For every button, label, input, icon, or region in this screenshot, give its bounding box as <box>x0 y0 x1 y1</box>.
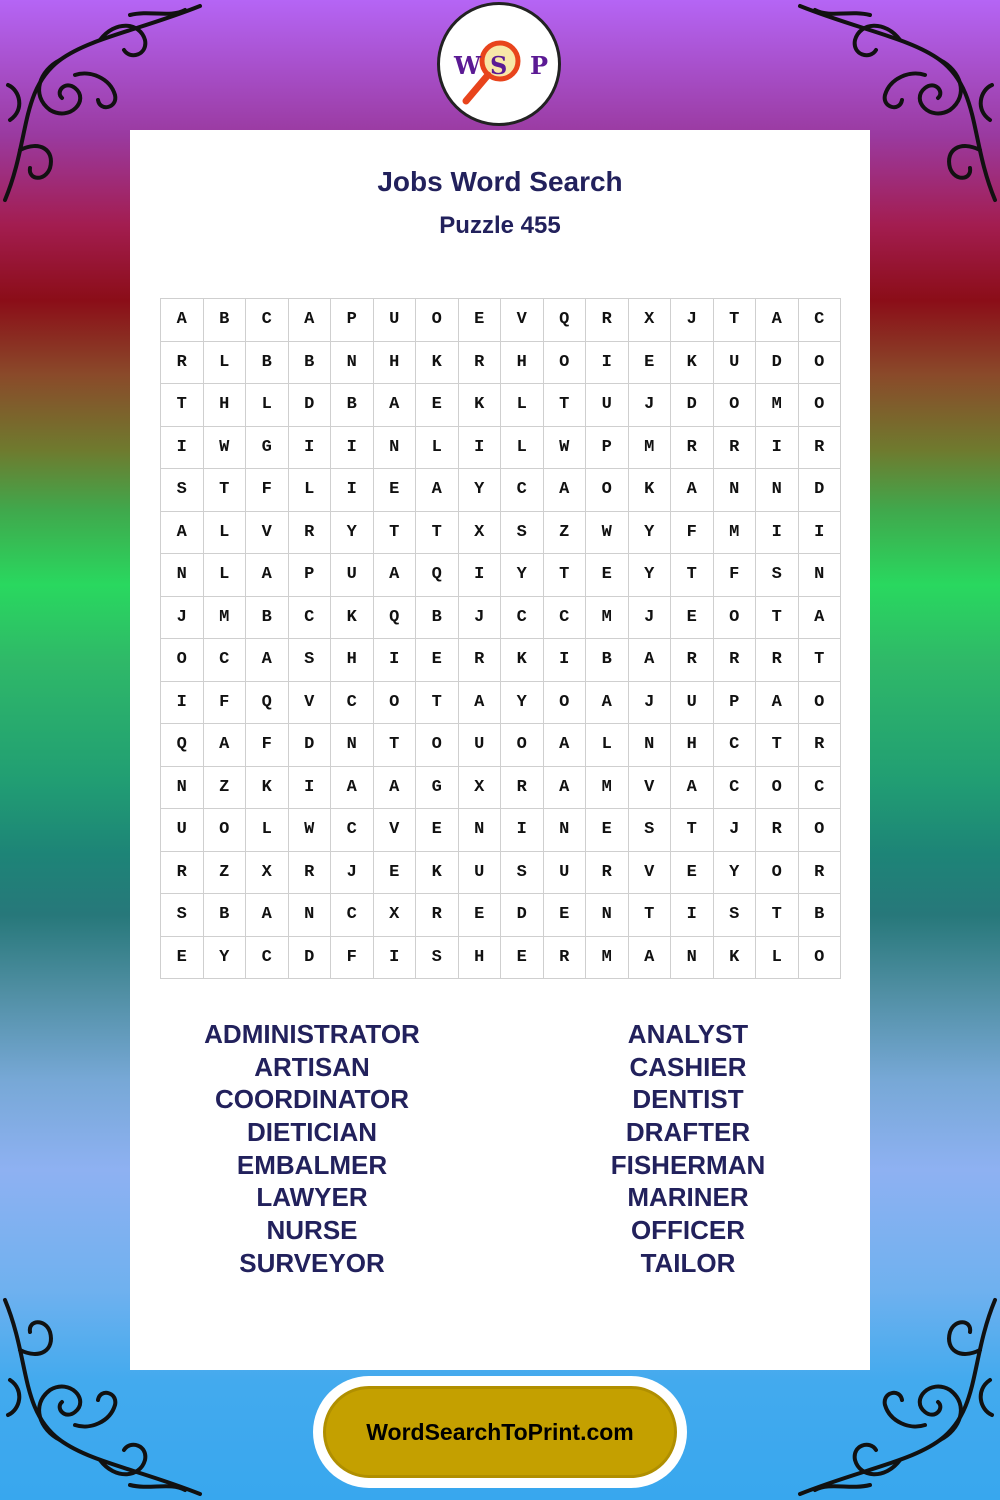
grid-cell[interactable]: E <box>544 894 587 937</box>
grid-cell[interactable]: N <box>544 809 587 852</box>
grid-cell[interactable]: C <box>501 597 544 640</box>
grid-cell[interactable]: G <box>246 427 289 470</box>
grid-cell[interactable]: A <box>629 639 672 682</box>
grid-cell[interactable]: T <box>416 512 459 555</box>
site-link-button[interactable] <box>323 1386 677 1478</box>
grid-cell[interactable]: A <box>416 469 459 512</box>
grid-cell[interactable]: N <box>799 554 842 597</box>
grid-cell[interactable]: E <box>374 469 417 512</box>
grid-cell[interactable]: T <box>756 894 799 937</box>
grid-cell[interactable]: K <box>331 597 374 640</box>
grid-cell[interactable]: O <box>714 384 757 427</box>
grid-cell[interactable]: L <box>204 512 247 555</box>
grid-cell[interactable]: H <box>374 342 417 385</box>
grid-cell[interactable]: S <box>416 937 459 980</box>
grid-cell[interactable]: N <box>161 554 204 597</box>
grid-cell[interactable]: Q <box>544 299 587 342</box>
grid-cell[interactable]: B <box>204 894 247 937</box>
grid-cell[interactable]: E <box>416 809 459 852</box>
grid-cell[interactable]: T <box>161 384 204 427</box>
puzzle-number: Puzzle 455 <box>439 212 561 239</box>
grid-cell[interactable]: S <box>714 894 757 937</box>
word-list-item: DENTIST <box>632 1084 744 1115</box>
grid-cell[interactable]: C <box>714 724 757 767</box>
grid-cell[interactable]: D <box>289 937 332 980</box>
grid-cell[interactable]: X <box>374 894 417 937</box>
grid-cell[interactable]: R <box>416 894 459 937</box>
grid-cell[interactable]: U <box>374 299 417 342</box>
grid-cell[interactable]: L <box>586 724 629 767</box>
grid-cell[interactable]: B <box>799 894 842 937</box>
grid-cell[interactable]: O <box>799 682 842 725</box>
grid-cell[interactable]: B <box>204 299 247 342</box>
grid-cell[interactable]: N <box>289 894 332 937</box>
grid-cell[interactable]: O <box>544 342 587 385</box>
grid-cell[interactable]: D <box>289 724 332 767</box>
grid-cell[interactable]: A <box>161 512 204 555</box>
grid-cell[interactable]: G <box>416 767 459 810</box>
grid-cell[interactable]: X <box>459 512 502 555</box>
grid-cell[interactable]: R <box>289 852 332 895</box>
word-list-item: MARINER <box>627 1182 749 1213</box>
grid-cell[interactable]: P <box>289 554 332 597</box>
grid-cell[interactable]: A <box>459 682 502 725</box>
grid-cell[interactable]: R <box>459 342 502 385</box>
grid-cell[interactable]: W <box>289 809 332 852</box>
word-list-item: COORDINATOR <box>214 1084 410 1115</box>
grid-cell[interactable]: T <box>374 724 417 767</box>
grid-cell[interactable]: R <box>586 852 629 895</box>
grid-cell[interactable]: N <box>161 767 204 810</box>
grid-cell[interactable]: S <box>629 809 672 852</box>
grid-cell[interactable]: C <box>204 639 247 682</box>
grid-cell[interactable]: O <box>374 682 417 725</box>
grid-cell[interactable]: O <box>799 384 842 427</box>
grid-cell[interactable]: I <box>289 427 332 470</box>
word-list-item: DRAFTER <box>625 1117 751 1148</box>
grid-cell[interactable]: O <box>714 597 757 640</box>
grid-cell[interactable]: I <box>459 554 502 597</box>
grid-cell[interactable]: I <box>459 427 502 470</box>
grid-cell[interactable]: Y <box>204 937 247 980</box>
word-list-item: DIETICIAN <box>247 1117 377 1148</box>
grid-cell[interactable]: U <box>459 724 502 767</box>
grid-cell[interactable]: L <box>501 384 544 427</box>
grid-cell[interactable]: U <box>544 852 587 895</box>
grid-cell[interactable]: F <box>671 512 714 555</box>
grid-cell[interactable]: C <box>331 809 374 852</box>
grid-cell[interactable]: A <box>204 724 247 767</box>
grid-cell[interactable]: E <box>416 639 459 682</box>
grid-cell[interactable]: E <box>459 299 502 342</box>
logo-letter-s: S <box>490 51 508 80</box>
grid-cell[interactable]: Y <box>714 852 757 895</box>
grid-cell[interactable]: K <box>416 852 459 895</box>
grid-cell[interactable]: D <box>756 342 799 385</box>
grid-cell[interactable]: T <box>756 597 799 640</box>
grid-cell[interactable]: U <box>671 682 714 725</box>
grid-cell[interactable]: K <box>459 384 502 427</box>
grid-cell[interactable]: A <box>671 469 714 512</box>
grid-cell[interactable]: J <box>629 597 672 640</box>
grid-cell[interactable]: D <box>671 384 714 427</box>
grid-cell[interactable]: O <box>416 299 459 342</box>
grid-cell[interactable]: M <box>586 937 629 980</box>
grid-cell[interactable]: H <box>671 724 714 767</box>
grid-cell[interactable]: T <box>629 894 672 937</box>
grid-cell[interactable]: E <box>671 852 714 895</box>
grid-cell[interactable]: N <box>671 937 714 980</box>
grid-cell[interactable]: P <box>714 682 757 725</box>
grid-cell[interactable]: S <box>501 512 544 555</box>
grid-cell[interactable]: U <box>161 809 204 852</box>
grid-cell[interactable]: N <box>714 469 757 512</box>
grid-cell[interactable]: J <box>629 384 672 427</box>
grid-cell[interactable]: O <box>544 682 587 725</box>
grid-cell[interactable]: O <box>416 724 459 767</box>
grid-cell[interactable]: K <box>714 937 757 980</box>
grid-cell[interactable]: A <box>374 554 417 597</box>
site-link-label: WordSearchToPrint.com <box>366 1418 634 1445</box>
grid-cell[interactable]: E <box>459 894 502 937</box>
grid-cell[interactable]: R <box>161 342 204 385</box>
grid-cell[interactable]: F <box>246 724 289 767</box>
grid-cell[interactable]: O <box>799 809 842 852</box>
grid-cell[interactable]: L <box>756 937 799 980</box>
grid-cell[interactable]: O <box>501 724 544 767</box>
grid-cell[interactable]: K <box>629 469 672 512</box>
grid-cell[interactable]: B <box>331 384 374 427</box>
grid-cell[interactable]: U <box>586 384 629 427</box>
grid-cell[interactable]: L <box>246 384 289 427</box>
grid-cell[interactable]: V <box>629 767 672 810</box>
grid-cell[interactable]: N <box>331 342 374 385</box>
grid-cell[interactable]: N <box>331 724 374 767</box>
grid-cell[interactable]: A <box>544 767 587 810</box>
grid-cell[interactable]: T <box>671 809 714 852</box>
grid-cell[interactable]: K <box>246 767 289 810</box>
grid-cell[interactable]: C <box>714 767 757 810</box>
grid-cell[interactable]: C <box>544 597 587 640</box>
grid-cell[interactable]: A <box>161 299 204 342</box>
grid-cell[interactable]: D <box>289 384 332 427</box>
grid-cell[interactable]: T <box>544 554 587 597</box>
grid-cell[interactable]: H <box>501 342 544 385</box>
letter-grid <box>160 298 841 979</box>
word-list-item: NURSE <box>266 1215 358 1246</box>
grid-cell[interactable]: D <box>501 894 544 937</box>
grid-cell[interactable]: X <box>246 852 289 895</box>
grid-cell[interactable]: V <box>501 299 544 342</box>
grid-cell[interactable]: B <box>246 597 289 640</box>
grid-cell[interactable]: Z <box>204 852 247 895</box>
grid-cell[interactable]: E <box>374 852 417 895</box>
grid-cell[interactable]: K <box>501 639 544 682</box>
grid-cell[interactable]: R <box>671 639 714 682</box>
grid-cell[interactable]: S <box>161 894 204 937</box>
grid-cell[interactable]: Z <box>204 767 247 810</box>
grid-cell[interactable]: A <box>544 724 587 767</box>
grid-cell[interactable]: F <box>204 682 247 725</box>
grid-cell[interactable]: I <box>289 767 332 810</box>
grid-cell[interactable]: I <box>161 427 204 470</box>
grid-cell[interactable]: A <box>756 299 799 342</box>
grid-cell[interactable]: V <box>289 682 332 725</box>
grid-cell[interactable]: O <box>586 469 629 512</box>
grid-cell[interactable]: I <box>501 809 544 852</box>
grid-cell[interactable]: R <box>289 512 332 555</box>
grid-cell[interactable]: S <box>501 852 544 895</box>
grid-cell[interactable]: H <box>204 384 247 427</box>
grid-cell[interactable]: Q <box>416 554 459 597</box>
grid-cell[interactable]: L <box>289 469 332 512</box>
grid-cell[interactable]: W <box>204 427 247 470</box>
grid-cell[interactable]: A <box>331 767 374 810</box>
grid-cell[interactable]: V <box>246 512 289 555</box>
grid-cell[interactable]: A <box>799 597 842 640</box>
grid-cell[interactable]: R <box>544 937 587 980</box>
grid-cell[interactable]: R <box>714 427 757 470</box>
grid-cell[interactable]: B <box>289 342 332 385</box>
word-list-item: SURVEYOR <box>239 1247 385 1278</box>
grid-cell[interactable]: I <box>756 427 799 470</box>
grid-cell[interactable]: Q <box>246 682 289 725</box>
logo-letter-w: W <box>454 51 481 80</box>
grid-cell[interactable]: N <box>629 724 672 767</box>
grid-cell[interactable]: M <box>714 512 757 555</box>
grid-cell[interactable]: K <box>671 342 714 385</box>
grid-cell[interactable]: I <box>331 427 374 470</box>
puzzle-title: Jobs Word Search <box>377 166 623 197</box>
grid-cell[interactable]: J <box>714 809 757 852</box>
grid-cell[interactable]: M <box>586 597 629 640</box>
grid-cell[interactable]: A <box>246 639 289 682</box>
grid-cell[interactable]: J <box>459 597 502 640</box>
grid-cell[interactable]: R <box>799 852 842 895</box>
word-list-item: CASHIER <box>629 1051 747 1082</box>
grid-cell[interactable]: N <box>756 469 799 512</box>
grid-cell[interactable]: J <box>671 299 714 342</box>
grid-cell[interactable]: B <box>416 597 459 640</box>
grid-cell[interactable]: M <box>756 384 799 427</box>
grid-cell[interactable]: Q <box>374 597 417 640</box>
grid-cell[interactable]: Y <box>501 682 544 725</box>
grid-cell[interactable]: A <box>671 767 714 810</box>
grid-cell[interactable]: O <box>756 767 799 810</box>
grid-cell[interactable]: E <box>161 937 204 980</box>
grid-cell[interactable]: R <box>586 299 629 342</box>
grid-cell[interactable]: E <box>629 342 672 385</box>
grid-cell[interactable]: B <box>246 342 289 385</box>
grid-cell[interactable]: Y <box>629 554 672 597</box>
grid-cell[interactable]: F <box>246 469 289 512</box>
grid-cell[interactable]: M <box>629 427 672 470</box>
grid-cell[interactable]: A <box>246 894 289 937</box>
grid-cell[interactable]: U <box>331 554 374 597</box>
grid-cell[interactable]: E <box>501 937 544 980</box>
grid-cell[interactable]: T <box>374 512 417 555</box>
grid-cell[interactable]: T <box>671 554 714 597</box>
grid-cell[interactable]: K <box>416 342 459 385</box>
grid-cell[interactable]: I <box>756 512 799 555</box>
grid-cell[interactable]: T <box>756 724 799 767</box>
word-list-item: ADMINISTRATOR <box>204 1019 420 1049</box>
grid-cell[interactable]: A <box>289 299 332 342</box>
puzzle-sheet <box>130 130 870 1370</box>
grid-cell[interactable]: J <box>629 682 672 725</box>
grid-cell[interactable]: O <box>161 639 204 682</box>
word-list-left <box>162 1018 462 1280</box>
grid-cell[interactable]: W <box>544 427 587 470</box>
grid-cell[interactable]: E <box>586 809 629 852</box>
grid-cell[interactable]: I <box>799 512 842 555</box>
grid-cell[interactable]: T <box>714 299 757 342</box>
grid-cell[interactable]: L <box>204 554 247 597</box>
word-list-right <box>538 1018 838 1280</box>
grid-cell[interactable]: C <box>289 597 332 640</box>
grid-cell[interactable]: E <box>671 597 714 640</box>
grid-cell[interactable]: X <box>459 767 502 810</box>
grid-cell[interactable]: A <box>586 682 629 725</box>
word-list-item: EMBALMER <box>236 1149 388 1180</box>
grid-cell[interactable]: T <box>204 469 247 512</box>
grid-cell[interactable]: R <box>756 809 799 852</box>
grid-cell[interactable]: R <box>501 767 544 810</box>
grid-cell[interactable]: E <box>586 554 629 597</box>
grid-cell[interactable]: B <box>586 639 629 682</box>
grid-cell[interactable]: Y <box>331 512 374 555</box>
grid-cell[interactable]: T <box>416 682 459 725</box>
grid-cell[interactable]: A <box>756 682 799 725</box>
word-list-item: LAWYER <box>256 1182 368 1213</box>
grid-cell[interactable]: C <box>501 469 544 512</box>
site-logo[interactable] <box>437 2 561 126</box>
grid-cell[interactable]: N <box>586 894 629 937</box>
grid-cell[interactable]: E <box>416 384 459 427</box>
grid-cell[interactable]: I <box>374 937 417 980</box>
grid-cell[interactable]: L <box>246 809 289 852</box>
grid-cell[interactable]: P <box>586 427 629 470</box>
grid-cell[interactable]: L <box>204 342 247 385</box>
grid-cell[interactable]: Z <box>544 512 587 555</box>
word-list-item: ARTISAN <box>254 1051 370 1082</box>
grid-cell[interactable]: H <box>459 937 502 980</box>
grid-cell[interactable]: F <box>714 554 757 597</box>
grid-cell[interactable]: I <box>161 682 204 725</box>
grid-cell[interactable]: S <box>161 469 204 512</box>
grid-cell[interactable]: M <box>586 767 629 810</box>
grid-cell[interactable]: R <box>161 852 204 895</box>
grid-cell[interactable]: Q <box>161 724 204 767</box>
grid-cell[interactable]: N <box>459 809 502 852</box>
grid-cell[interactable]: R <box>459 639 502 682</box>
grid-cell[interactable]: H <box>331 639 374 682</box>
word-list-item: FISHERMAN <box>610 1149 766 1180</box>
grid-cell[interactable]: J <box>331 852 374 895</box>
grid-cell[interactable]: I <box>374 639 417 682</box>
grid-cell[interactable]: C <box>799 299 842 342</box>
grid-cell[interactable]: F <box>331 937 374 980</box>
grid-cell[interactable]: O <box>756 852 799 895</box>
grid-cell[interactable]: J <box>161 597 204 640</box>
grid-cell[interactable]: U <box>459 852 502 895</box>
grid-cell[interactable]: C <box>331 682 374 725</box>
grid-cell[interactable]: C <box>799 767 842 810</box>
grid-cell[interactable]: R <box>799 724 842 767</box>
grid-cell[interactable]: V <box>629 852 672 895</box>
grid-cell[interactable]: D <box>799 469 842 512</box>
grid-cell[interactable]: L <box>416 427 459 470</box>
grid-cell[interactable]: A <box>629 937 672 980</box>
grid-cell[interactable]: I <box>586 342 629 385</box>
grid-cell[interactable]: Y <box>629 512 672 555</box>
grid-cell[interactable]: Y <box>501 554 544 597</box>
grid-cell[interactable]: O <box>799 937 842 980</box>
grid-cell[interactable]: I <box>671 894 714 937</box>
grid-cell[interactable]: A <box>544 469 587 512</box>
grid-cell[interactable]: R <box>714 639 757 682</box>
grid-cell[interactable]: O <box>799 342 842 385</box>
grid-cell[interactable]: R <box>671 427 714 470</box>
grid-cell[interactable]: W <box>586 512 629 555</box>
grid-cell[interactable]: N <box>374 427 417 470</box>
grid-cell[interactable]: T <box>799 639 842 682</box>
grid-cell[interactable]: A <box>374 384 417 427</box>
grid-cell[interactable]: C <box>246 937 289 980</box>
word-list-item: TAILOR <box>640 1247 736 1278</box>
grid-cell[interactable]: C <box>331 894 374 937</box>
grid-cell[interactable]: S <box>289 639 332 682</box>
word-list-item: ANALYST <box>627 1019 749 1049</box>
grid-cell[interactable]: O <box>204 809 247 852</box>
grid-cell[interactable]: Y <box>459 469 502 512</box>
grid-cell[interactable]: V <box>374 809 417 852</box>
grid-cell[interactable]: C <box>246 299 289 342</box>
grid-cell[interactable]: P <box>331 299 374 342</box>
grid-cell[interactable]: I <box>331 469 374 512</box>
grid-cell[interactable]: S <box>756 554 799 597</box>
grid-cell[interactable]: I <box>544 639 587 682</box>
grid-cell[interactable]: M <box>204 597 247 640</box>
grid-cell[interactable]: U <box>714 342 757 385</box>
logo-letter-p: P <box>530 51 549 80</box>
grid-cell[interactable]: A <box>246 554 289 597</box>
word-list-item: OFFICER <box>630 1215 746 1246</box>
grid-cell[interactable]: A <box>374 767 417 810</box>
grid-cell[interactable]: X <box>629 299 672 342</box>
grid-cell[interactable]: R <box>756 639 799 682</box>
grid-cell[interactable]: T <box>544 384 587 427</box>
grid-cell[interactable]: L <box>501 427 544 470</box>
grid-cell[interactable]: R <box>799 427 842 470</box>
